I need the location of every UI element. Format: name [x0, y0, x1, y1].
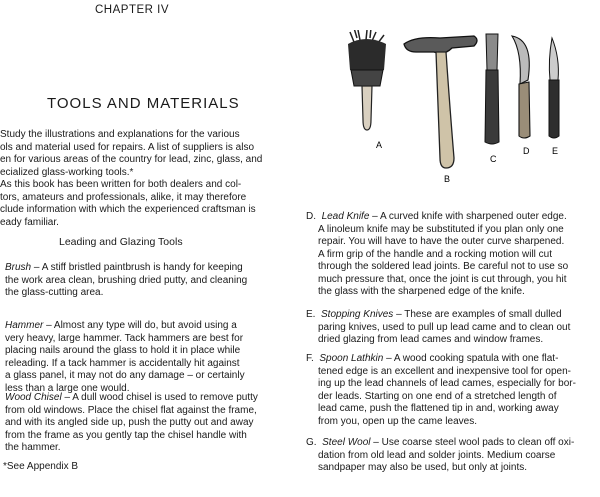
spoon-lathkin-term: Spoon Lathkin [319, 353, 384, 364]
footnote: *See Appendix B [3, 461, 79, 472]
wood-chisel-line: the hammer. [5, 442, 61, 453]
brush-paragraph [5, 262, 247, 300]
spoon-lathkin-letter: F. [306, 353, 314, 364]
lead-knife-letter: D. [306, 211, 316, 222]
lead-knife-text: – A curved knife with sharpened outer edge. [369, 211, 567, 222]
hammer-line: placing nails around the glass to hold it in place while [5, 345, 241, 356]
hammer-line: very heavy, large hammer. Tack hammers are best for [5, 332, 244, 344]
spoon-lathkin-line: tened edge is an excellent and inexpensive tool for open- [318, 365, 571, 377]
intro-paragraph [0, 129, 262, 229]
lead-knife-paragraph [306, 211, 568, 299]
lead-knife-line: A firm grip of the handle and a rocking motion will cut [318, 248, 553, 260]
wood-chisel-line: and with its angled side up, push the putty out and away [5, 417, 254, 428]
intro-line: As this book has been written for both dealers and col- [0, 179, 242, 190]
wood-chisel-paragraph [5, 392, 258, 455]
figure-label-e: E [552, 146, 559, 156]
spoon-lathkin-paragraph [306, 353, 576, 428]
steel-wool-line: dation from old lead and solder joints. Medium coarse [318, 449, 556, 461]
stopping-knives-term: Stopping Knives [321, 309, 394, 320]
hammer-illustration [404, 36, 477, 168]
figure-label-b: B [444, 174, 451, 184]
brush-text: – A stiff bristled paintbrush is handy for keeping [31, 262, 243, 273]
wood-chisel-line: from old windows. Place the chisel flat against the frame, [5, 404, 257, 416]
spoon-lathkin-text: – A wood cooking spatula with one flat- [383, 353, 559, 364]
spoon-lathkin-line: lead came, push the flattened tip in and, working away [318, 403, 559, 414]
hammer-term: Hammer [5, 320, 44, 331]
steel-wool-term: Steel Wool [322, 437, 371, 448]
hammer-paragraph [5, 320, 245, 395]
stopping-knives-line: dried glazing from lead cames and window frames. [318, 334, 544, 345]
paintbrush-illustration [348, 30, 386, 130]
spoon-lathkin-line: der leads. Starting on one end of a stretched length of [318, 390, 557, 402]
lead-knife-line: A linoleum knife may be substituted if you plan only one [318, 223, 564, 235]
intro-line: eady familiar. [0, 216, 59, 228]
stopping-knives-text: – These are examples of small dulled [393, 309, 562, 320]
stopping-knives-letter: E. [306, 309, 316, 320]
lead-knife-term: Lead Knife [321, 211, 370, 222]
brush-line: the work area clean, brushing dried putty, and cleaning [5, 274, 248, 286]
intro-line: tors, amateurs and professionals, alike, it may therefore [0, 191, 247, 203]
lead-knife-line: repair. You will have to have the outer curve sharpened. [318, 236, 565, 247]
brush-line: the glass-cutting area. [5, 287, 104, 298]
steel-wool-text: – Use coarse steel wool pads to clean off oxi- [370, 437, 575, 448]
brush-term: Brush [5, 262, 32, 273]
stopping-knife-illustration [549, 38, 559, 138]
hammer-line: less than a large one would. [5, 382, 130, 394]
steel-wool-paragraph [306, 437, 574, 475]
hammer-text: – Almost any type will do, but avoid using a [43, 320, 237, 331]
wood-chisel-term: Wood Chisel [5, 392, 62, 403]
steel-wool-letter: G. [306, 437, 317, 448]
section-subheading: Leading and Glazing Tools [59, 236, 183, 248]
spoon-lathkin-line: from you, open up the came leaves. [318, 415, 477, 427]
figure-label-c: C [490, 154, 497, 164]
lead-knife-line: much pressure that, once the joint is cut through, you hit [318, 273, 567, 285]
stopping-knives-line: paring knives, used to pull up lead came and to clean out [318, 321, 571, 333]
page-title: TOOLS AND MATERIALS [47, 95, 240, 112]
figure-label-a: A [376, 140, 383, 150]
intro-line: Study the illustrations and explanations for the various [0, 129, 240, 140]
hammer-line: a glass panel, it may not do any damage – or certainly [5, 370, 245, 381]
tools-illustration [340, 30, 580, 195]
lead-knife-illustration [512, 36, 530, 138]
steel-wool-line: sandpaper may also be used, but only at joints. [318, 462, 528, 473]
figure-label-d: D [523, 146, 530, 156]
hammer-line: releading. If a tack hammer is accidentally hit against [5, 357, 240, 369]
intro-line: clude information with which the experienced craftsman is [0, 204, 256, 215]
chapter-heading: CHAPTER IV [95, 4, 170, 16]
spoon-lathkin-line: ing up the lead channels of lead cames, especially for bor- [318, 378, 576, 389]
stopping-knives-paragraph [306, 309, 570, 347]
intro-line: ols and material used for repairs. A list of suppliers is also [0, 141, 255, 153]
chisel-illustration [485, 34, 499, 144]
intro-line: ecialized glass-working tools.* [0, 166, 134, 178]
wood-chisel-line: from the frame as you gently tap the chisel handle with [5, 429, 247, 441]
lead-knife-line: through the soldered lead joints. Be careful not to use so [318, 261, 569, 272]
intro-line: en for various areas of the country for lead, zinc, glass, and [0, 154, 263, 165]
lead-knife-line: the glass with the sharpened edge of the knife. [318, 286, 525, 297]
wood-chisel-text: – A dull wood chisel is used to remove putty [61, 392, 258, 403]
